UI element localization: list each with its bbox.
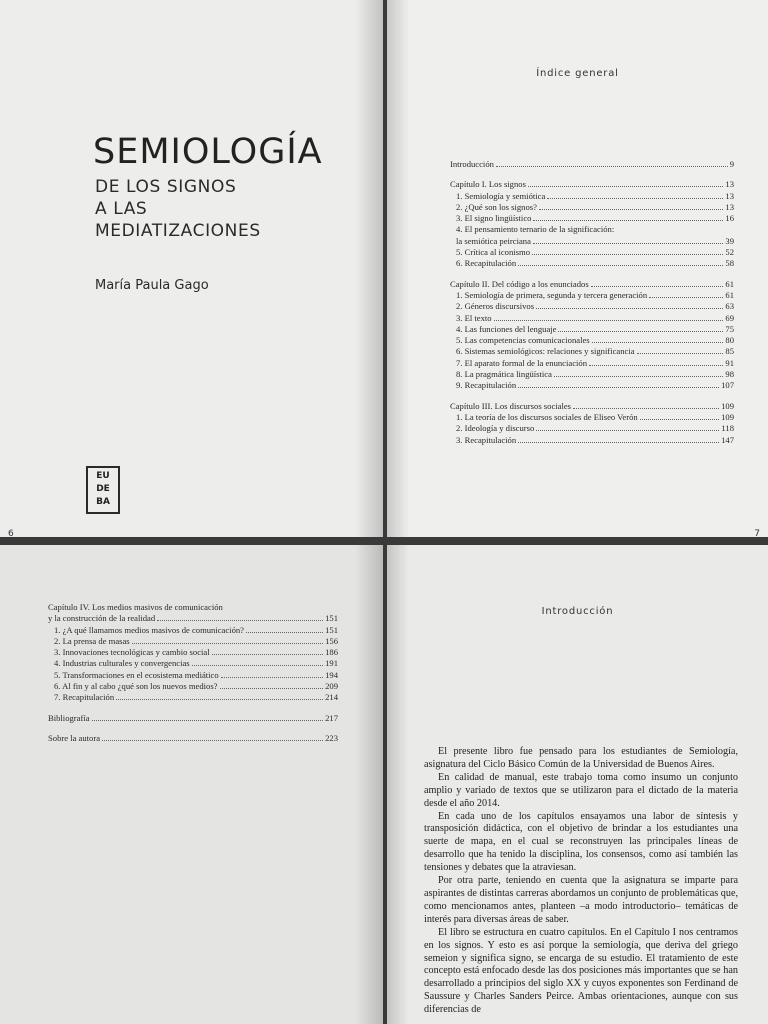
paragraph: Por otra parte, teniendo en cuenta que la asignatura se imparte para aspirantes de distintas carreras abordamos un conjunto de problemáticas que, como mencionamos antes, planteen –a modo introductorio– temáticas de interés para diversas áreas de saber. [424, 875, 739, 925]
entry-title: 7. El aparato formal de la enunciación [456, 357, 587, 368]
entry-page-number: 217 [325, 712, 338, 723]
paragraph: El presente libro fue pensado para los estudiantes de Semiología, asignatura del Ciclo Básico Común de la Universidad de Buenos Aires. [424, 746, 738, 770]
contents-entry[interactable] [48, 658, 338, 669]
dot-leader [496, 166, 728, 167]
entry-title: Capítulo III. Los discursos sociales [450, 400, 572, 411]
dot-leader [157, 620, 323, 621]
dot-leader [640, 419, 719, 420]
dot-leader [539, 209, 723, 210]
entry-page-number: 13 [725, 179, 734, 190]
dot-leader [649, 297, 723, 298]
contents-entry[interactable] [450, 301, 734, 312]
entry-title: 4. Industrias culturales y convergencias [54, 658, 190, 669]
entry-title: 9. Recapitulación [456, 380, 517, 391]
entry-title: 3. El texto [456, 312, 492, 323]
entry-title: la semiótica peirciana [456, 235, 531, 246]
contents-entry[interactable] [450, 224, 734, 235]
entry-page-number: 194 [325, 669, 338, 680]
dot-leader [494, 320, 724, 321]
entry-page-number: 151 [325, 624, 338, 635]
logo-line: BA [96, 497, 110, 507]
entry-page-number: 191 [325, 658, 338, 669]
entry-title: 5. Las competencias comunicacionales [456, 335, 590, 346]
entry-page-number: 107 [721, 380, 734, 391]
introduction-body [424, 746, 738, 1017]
contents-entry[interactable] [450, 412, 734, 423]
contents-entry[interactable] [450, 346, 734, 357]
contents-entry[interactable] [48, 625, 338, 636]
contents-entry[interactable] [450, 159, 734, 170]
entry-page-number: 118 [721, 423, 734, 434]
dot-leader [536, 308, 723, 309]
entry-title: 2. Géneros discursivos [456, 301, 535, 312]
dot-leader [533, 220, 723, 221]
contents-entry[interactable] [450, 202, 734, 213]
entry-page-number: 58 [725, 258, 734, 269]
contents-entry[interactable] [48, 613, 338, 624]
entry-page-number: 9 [729, 159, 734, 169]
entry-title: 2. ¿Qué son los signos? [456, 201, 537, 212]
contents-entry[interactable] [450, 358, 734, 369]
entry-title: 4. El pensamiento ternario de la significación: [456, 224, 615, 235]
contents-spacer [48, 704, 338, 713]
entry-page-number: 69 [725, 312, 734, 323]
contents-entry[interactable] [450, 313, 734, 324]
title-page [0, 0, 383, 537]
paragraph: El libro se estructura en cuatro capítulos. En el Capítulo I nos centramos en los signos. Y esto es así porque la semiología, que deriva del griego semeion y significa signo, se encarga de su estudio. El tratamiento de este concepto está enfocado desde las dos posiciones más importantes que se han desarrollado a principios del siglo XX y cuyos exponentes son Ferdinand de Saussure y Charles Sanders Peirce. Ambas orientaciones, aunque con sus diferencias de [424, 926, 738, 1016]
contents-heading-text: Índice general [536, 68, 619, 79]
contents-entry[interactable] [48, 670, 338, 681]
entry-title: 8. La pragmática lingüística [456, 369, 552, 380]
dot-leader [246, 632, 323, 633]
entry-title: Introducción [450, 159, 494, 169]
entry-page-number: 85 [725, 346, 734, 357]
dot-leader [518, 265, 723, 266]
paragraph: En cada uno de los capítulos ensayamos una labor de síntesis y transposición didáctica, con el objetivo de brindar a los estudiantes una suerte de mapa, en el cual se reconstruyen las principales líneas de desarrollo que ha tenido la disciplina, los consensos, como así también las tensiones y debates que la atraviesan. [424, 810, 738, 874]
dot-leader [573, 408, 719, 409]
contents-entry[interactable] [48, 681, 338, 692]
entry-title: 5. Crítica al iconismo [456, 247, 530, 258]
contents-entry[interactable] [48, 602, 338, 613]
dot-leader [212, 654, 324, 655]
contents-entry[interactable] [450, 380, 734, 391]
logo-line: DE [96, 484, 110, 494]
dot-leader [220, 688, 324, 689]
subtitle-line: A LAS [95, 199, 148, 219]
entry-page-number: 151 [325, 613, 338, 624]
contents-entry[interactable] [48, 733, 338, 744]
entry-title: 2. La prensa de masas [54, 635, 130, 646]
dot-leader [132, 643, 323, 644]
entry-page-number: 61 [725, 289, 734, 300]
entry-page-number: 80 [725, 335, 734, 346]
book-subtitle [95, 176, 261, 242]
contents-entry[interactable] [450, 369, 734, 380]
contents-entry[interactable] [450, 401, 734, 412]
contents-spacer [48, 724, 338, 733]
book-title: SEMIOLOGÍA [93, 132, 323, 172]
logo-line: EU [96, 471, 110, 481]
entry-page-number: 52 [725, 247, 734, 258]
entry-page-number: 98 [725, 369, 734, 380]
dot-leader [532, 254, 723, 255]
dot-leader [518, 442, 719, 443]
dot-leader [558, 331, 723, 332]
contents-entry[interactable] [450, 279, 734, 290]
entry-page-number: 13 [725, 201, 734, 212]
entry-page-number: 13 [725, 190, 734, 201]
contents-list [48, 602, 338, 744]
dot-leader [591, 286, 724, 287]
dot-leader [533, 243, 723, 244]
entry-page-number: 186 [325, 647, 338, 658]
contents-list [450, 159, 734, 446]
contents-entry[interactable] [450, 423, 734, 434]
entry-page-number: 61 [725, 278, 734, 289]
entry-title: 3. Innovaciones tecnológicas y cambio social [54, 647, 210, 658]
contents-entry[interactable] [48, 692, 338, 703]
page-number: 6 [8, 529, 14, 537]
dot-leader [637, 353, 724, 354]
introduction-heading-text: Introducción [541, 606, 614, 617]
contents-entry[interactable] [48, 713, 338, 724]
subtitle-line: MEDIATIZACIONES [95, 221, 261, 241]
contents-entry[interactable] [450, 324, 734, 335]
contents-entry[interactable] [450, 191, 734, 202]
contents-heading [387, 68, 768, 79]
entry-page-number: 63 [725, 301, 734, 312]
contents-entry[interactable] [450, 236, 734, 247]
entry-title: 1. Semiología y semiótica [456, 190, 546, 201]
dot-leader [221, 677, 323, 678]
entry-page-number: 109 [721, 411, 734, 422]
contents-page [387, 0, 768, 537]
dot-leader [518, 387, 719, 388]
contents-spacer [450, 270, 734, 279]
entry-title: Capítulo II. Del código a los enunciados [450, 278, 589, 289]
page-number: 7 [754, 529, 760, 537]
contents-entry[interactable] [450, 290, 734, 301]
entry-page-number: 39 [725, 235, 734, 246]
dot-leader [554, 376, 723, 377]
entry-page-number: 109 [721, 400, 734, 411]
entry-title: 1. La teoría de los discursos sociales de Eliseo Verón [456, 411, 638, 422]
entry-title: 4. Las funciones del lenguaje [456, 323, 557, 334]
dot-leader [116, 699, 323, 700]
paragraph: En calidad de manual, este trabajo toma como insumo un conjunto amplio y variado de textos que se utilizaron para el dictado de la materia desde el año 2014. [424, 771, 738, 809]
entry-title: 3. El signo lingüístico [456, 213, 532, 224]
contents-spacer [450, 170, 734, 179]
entry-page-number: 16 [725, 213, 734, 224]
entry-title: Capítulo I. Los signos [450, 179, 526, 190]
dot-leader [92, 720, 324, 721]
entry-page-number: 91 [725, 357, 734, 368]
dot-leader [192, 665, 323, 666]
introduction-heading [387, 606, 768, 617]
entry-title: Bibliografía [48, 712, 90, 723]
entry-title: 2. Ideología y discurso [456, 423, 535, 434]
dot-leader [592, 342, 724, 343]
contents-entry[interactable] [450, 335, 734, 346]
entry-page-number: 209 [325, 681, 338, 692]
contents-entry[interactable] [450, 179, 734, 190]
dot-leader [102, 740, 323, 741]
entry-title: 6. Recapitulación [456, 258, 517, 269]
entry-page-number: 214 [325, 692, 338, 703]
entry-page-number: 156 [325, 635, 338, 646]
contents-entry[interactable] [450, 258, 734, 269]
contents-entry[interactable] [48, 636, 338, 647]
entry-title: 6. Al fin y al cabo ¿qué son los nuevos medios? [54, 681, 218, 692]
dot-leader [589, 365, 723, 366]
entry-title: y la construcción de la realidad [48, 613, 156, 624]
entry-title: 1. Semiología de primera, segunda y tercera generación [456, 289, 648, 300]
author-name: María Paula Gago [95, 278, 209, 293]
entry-page-number: 147 [721, 434, 734, 445]
contents-continued-page [0, 545, 383, 1024]
entry-page-number: 223 [325, 732, 338, 743]
entry-title: 6. Sistemas semiológicos: relaciones y significancia [456, 346, 635, 357]
contents-entry[interactable] [450, 213, 734, 224]
entry-title: Capítulo IV. Los medios masivos de comunicación [48, 602, 223, 612]
eudeba-logo [86, 466, 120, 514]
dot-leader [528, 186, 723, 187]
contents-entry[interactable] [450, 247, 734, 258]
dot-leader [547, 198, 723, 199]
contents-entry[interactable] [48, 647, 338, 658]
entry-title: 3. Recapitulación [456, 434, 517, 445]
entry-title: 5. Transformaciones en el ecosistema mediático [54, 669, 219, 680]
subtitle-line: DE LOS SIGNOS [95, 177, 237, 197]
contents-entry[interactable] [450, 435, 734, 446]
entry-title: 1. ¿A qué llamamos medios masivos de comunicación? [54, 624, 244, 635]
entry-title: 7. Recapitulación [54, 692, 115, 703]
dot-leader [536, 430, 719, 431]
entry-page-number: 75 [725, 323, 734, 334]
contents-spacer [450, 392, 734, 401]
entry-title: Sobre la autora [48, 732, 101, 743]
